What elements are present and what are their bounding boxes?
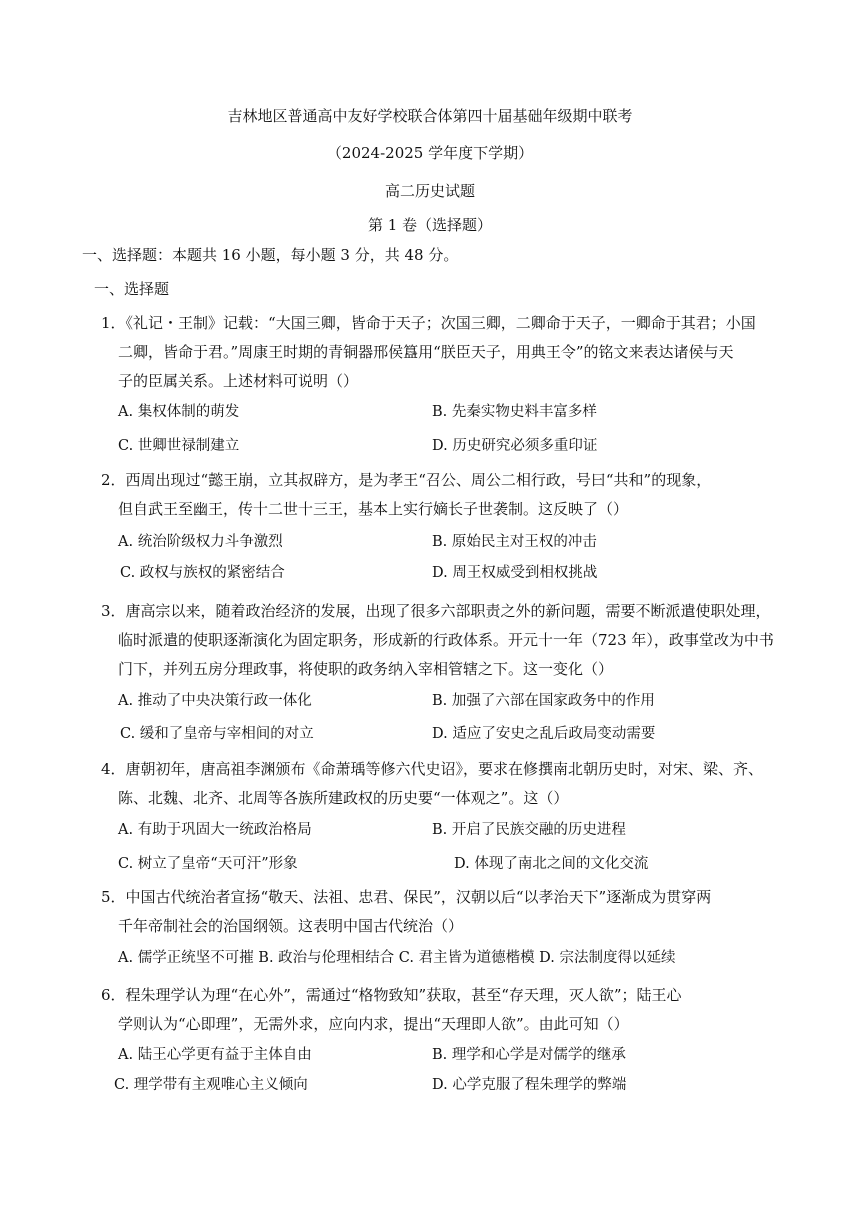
option-d: D. 适应了安史之乱后政局变动需要 bbox=[432, 726, 656, 742]
question-text-line: 学则认为“心即理”，无需外求，应向内求，提出“天理即人欲”。由此可知（） bbox=[118, 1015, 629, 1033]
section-heading: 一、选择题：本题共 16 小题，每小题 3 分，共 48 分。 bbox=[82, 246, 459, 264]
option-b: B. 理学和心学是对儒学的继承 bbox=[432, 1047, 626, 1063]
option-d: D. 心学克服了程朱理学的弊端 bbox=[432, 1077, 627, 1093]
option-b: B. 先秦实物史料丰富多样 bbox=[432, 404, 597, 420]
option-c: C. 缓和了皇帝与宰相间的对立 bbox=[120, 726, 314, 742]
section-subheading: 一、选择题 bbox=[94, 280, 170, 298]
option-c: C. 世卿世禄制建立 bbox=[118, 438, 240, 454]
exam-subject: 高二历史试题 bbox=[384, 182, 475, 200]
option-a: A. 有助于巩固大一统政治格局 bbox=[118, 822, 312, 838]
option-d: D. 体现了南北之间的文化交流 bbox=[454, 856, 649, 872]
question-text-line: 千年帝制社会的治国纲领。这表明中国古代统治（） bbox=[118, 917, 464, 935]
option-b: B. 原始民主对王权的冲击 bbox=[432, 534, 597, 550]
options-inline: A. 儒学正统坚不可摧 B. 政治与伦理相结合 C. 君主皆为道德楷模 D. 宗法制度得以延续 bbox=[118, 950, 676, 966]
option-c: C. 理学带有主观唯心主义倾向 bbox=[114, 1077, 308, 1093]
question-text-line: 陈、北魏、北齐、北周等各族所建政权的历史要“一体观之”。这（） bbox=[118, 789, 569, 807]
question-text-line: 门下，并列五房分理政事，将使职的政务纳入宰相管辖之下。这一变化（） bbox=[118, 660, 614, 678]
exam-volume: 第 1 卷（选择题） bbox=[367, 216, 493, 234]
question-text-line: 1．《礼记・王制》记载：“大国三卿，皆命于天子；次国三卿，二卿命于天子，一卿命于其君；小国 bbox=[101, 314, 756, 332]
exam-title: 吉林地区普通高中友好学校联合体第四十届基础年级期中联考 bbox=[227, 107, 633, 125]
question-text-line: 4．唐朝初年，唐高祖李渊颁布《命萧瑀等修六代史诏》，要求在修撰南北朝历史时，对宋、梁、齐、 bbox=[101, 760, 764, 778]
question-text-line: 临时派遣的使职逐渐演化为固定职务，形成新的行政体系。开元十一年（723 年），政事堂改为中书 bbox=[118, 631, 774, 649]
exam-term: （2024-2025 学年度下学期） bbox=[326, 144, 534, 162]
option-d: D. 周王权威受到相权挑战 bbox=[432, 565, 598, 581]
question-text-line: 3．唐高宗以来，随着政治经济的发展，出现了很多六部职责之外的新问题，需要不断派遣使职处理， bbox=[101, 602, 771, 620]
option-b: B. 加强了六部在国家政务中的作用 bbox=[432, 693, 655, 709]
option-c: C. 政权与族权的紧密结合 bbox=[120, 565, 285, 581]
question-text-line: 但自武王至幽王，传十二世十三王，基本上实行嫡长子世袭制。这反映了（） bbox=[118, 500, 629, 518]
question-text-line: 5．中国古代统治者宣扬“敬天、法祖、忠君、保民”，汉朝以后“以孝治天下”逐渐成为贯穿两 bbox=[101, 888, 712, 906]
option-b: B. 开启了民族交融的历史进程 bbox=[432, 822, 626, 838]
option-d: D. 历史研究必须多重印证 bbox=[432, 438, 598, 454]
question-text-line: 2．西周出现过“懿王崩，立其叔辟方，是为孝王“召公、周公二相行政，号曰“共和”的现象， bbox=[101, 471, 712, 489]
question-text-line: 二卿，皆命于君。”周康王时期的青铜器邢侯簋用“朕臣天子，用典王令”的铭文来表达诸侯与天 bbox=[118, 343, 734, 361]
option-a: A. 陆王心学更有益于主体自由 bbox=[118, 1047, 312, 1063]
option-c: C. 树立了皇帝“天可汗”形象 bbox=[118, 856, 298, 872]
option-a: A. 统治阶级权力斗争激烈 bbox=[118, 534, 283, 550]
option-a: A. 集权体制的萌发 bbox=[118, 404, 240, 420]
question-text-line: 6．程朱理学认为理“在心外”，需通过“格物致知”获取，甚至“存天理，灭人欲”；陆王心 bbox=[101, 986, 682, 1004]
option-a: A. 推动了中央决策行政一体化 bbox=[118, 693, 312, 709]
question-text-line: 子的臣属关系。上述材料可说明（） bbox=[118, 372, 359, 390]
